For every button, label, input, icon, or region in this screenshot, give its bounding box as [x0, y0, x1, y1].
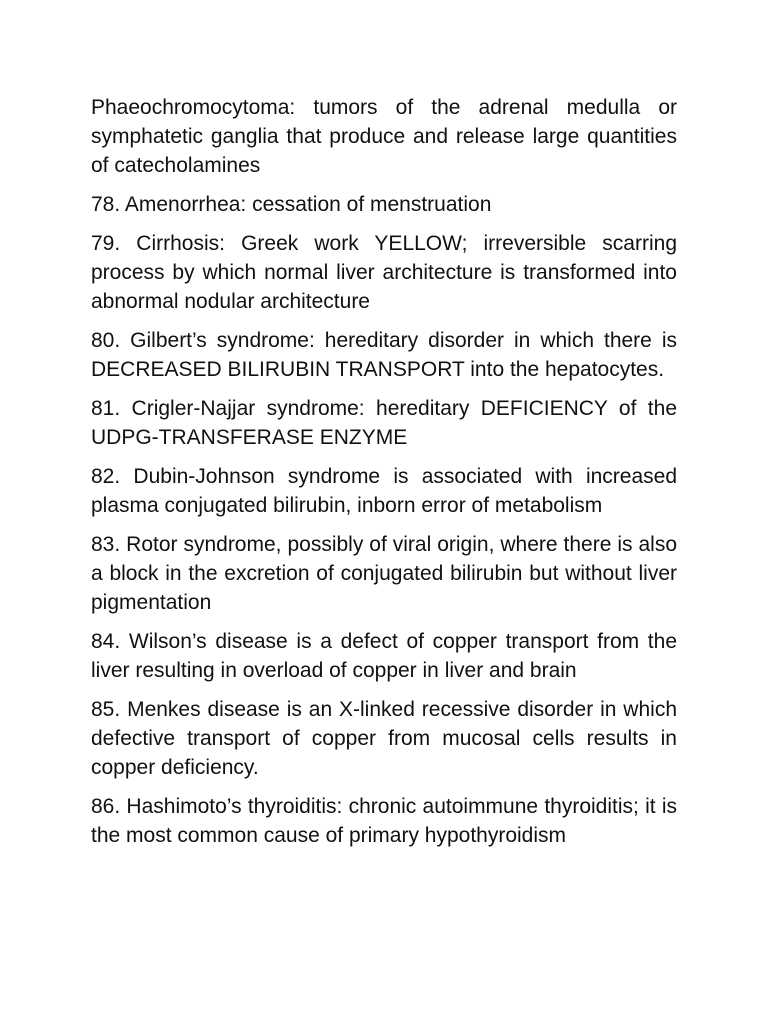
paragraph-79-cirrhosis: 79. Cirrhosis: Greek work YELLOW; irreversible scarring process by which normal liver architecture is transformed into abnormal nodular architecture: [91, 232, 677, 313]
paragraph-83-rotor-syndrome: 83. Rotor syndrome, possibly of viral origin, where there is also a block in the excretion of conjugated bilirubin but without liver pigmentation: [91, 533, 677, 614]
paragraph-84-wilsons-disease: 84. Wilson’s disease is a defect of copper transport from the liver resulting in overload of copper in liver and brain: [91, 630, 677, 682]
paragraph-85-menkes-disease: 85. Menkes disease is an X-linked recessive disorder in which defective transport of copper from mucosal cells results in copper deficiency.: [91, 698, 677, 779]
paragraph-80-gilberts-syndrome: 80. Gilbert’s syndrome: hereditary disorder in which there is DECREASED BILIRUBIN TRANSPORT into the hepatocytes.: [91, 329, 677, 381]
paragraph-81-crigler-najjar: 81. Crigler-Najjar syndrome: hereditary DEFICIENCY of the UDPG-TRANSFERASE ENZYME: [91, 397, 677, 449]
paragraph-86-hashimotos-thyroiditis: 86. Hashimoto’s thyroiditis: chronic autoimmune thyroiditis; it is the most common cause of primary hypothyroidism: [91, 795, 677, 847]
paragraph-82-dubin-johnson: 82. Dubin-Johnson syndrome is associated with increased plasma conjugated bilirubin, inborn error of metabolism: [91, 465, 677, 517]
paragraph-phaeochromocytoma: Phaeochromocytoma: tumors of the adrenal medulla or symphatetic ganglia that produce and release large quantities of catecholamines: [91, 96, 677, 177]
document-body: [91, 93, 677, 860]
paragraph-78-amenorrhea: 78. Amenorrhea: cessation of menstruation: [91, 193, 492, 216]
